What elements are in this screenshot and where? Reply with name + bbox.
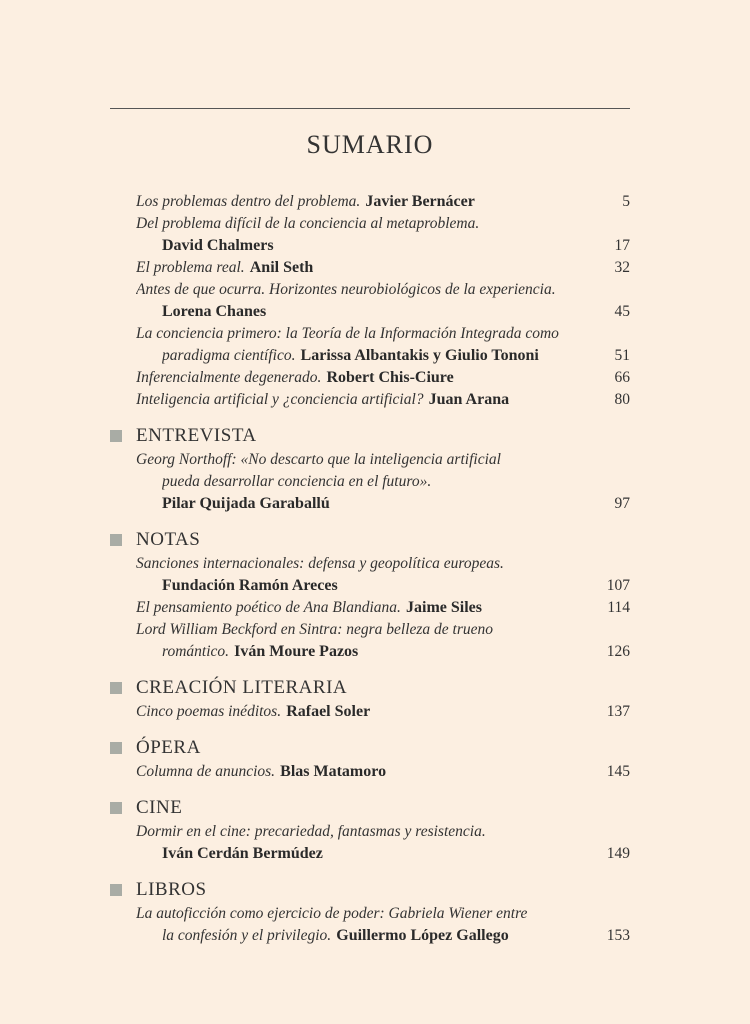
article-title: Lord William Beckford en Sintra: negra belleza de trueno xyxy=(136,621,494,638)
toc-line-text xyxy=(136,448,590,471)
section-square-icon xyxy=(110,534,122,546)
toc-line xyxy=(136,574,630,596)
article-title: Antes de que ocurra. Horizontes neurobiológicos de la experiencia. xyxy=(136,281,556,298)
top-rule xyxy=(110,108,630,109)
toc-line-text xyxy=(162,842,590,865)
article-title: El problema real. xyxy=(136,259,245,276)
toc-entry xyxy=(110,596,630,618)
page-number: 97 xyxy=(614,495,630,512)
article-author: Javier Bernácer xyxy=(365,193,475,210)
page-number: 80 xyxy=(614,391,630,408)
table-of-contents xyxy=(110,190,630,960)
toc-line xyxy=(136,234,630,256)
article-title: El pensamiento poético de Ana Blandiana. xyxy=(136,599,401,616)
article-author: Pilar Quijada Garaballú xyxy=(162,495,330,512)
toc-line-text xyxy=(136,552,590,575)
section-heading xyxy=(110,676,630,700)
article-title: Columna de anuncios. xyxy=(136,763,276,780)
toc-line-text xyxy=(136,322,590,345)
toc-entry xyxy=(110,760,630,782)
toc-line-text xyxy=(136,366,590,389)
section-square-icon xyxy=(110,802,122,814)
article-author: Anil Seth xyxy=(249,259,314,276)
toc-entry xyxy=(110,256,630,278)
toc-section xyxy=(110,796,630,864)
article-author: Larissa Albantakis y Giulio Tononi xyxy=(300,347,539,364)
toc-line xyxy=(136,470,630,492)
article-author: Guillermo López Gallego xyxy=(336,927,509,944)
toc-line xyxy=(136,388,630,410)
toc-line-text xyxy=(136,388,590,411)
toc-entry xyxy=(110,388,630,410)
section-label: ENTREVISTA xyxy=(136,425,257,446)
page-number: 5 xyxy=(622,193,630,210)
article-title: Del problema difícil de la conciencia al metaproblema. xyxy=(136,215,480,232)
page-number: 114 xyxy=(607,599,630,616)
section-square-icon xyxy=(110,742,122,754)
page-number: 126 xyxy=(606,643,630,660)
toc-entry xyxy=(110,618,630,662)
article-author: Lorena Chanes xyxy=(162,303,267,320)
toc-line xyxy=(136,212,630,234)
toc-line xyxy=(136,618,630,640)
page-number: 32 xyxy=(614,259,630,276)
toc-line xyxy=(136,842,630,864)
article-title: pueda desarrollar conciencia en el futuro». xyxy=(162,473,432,490)
toc-line xyxy=(136,448,630,470)
toc-section xyxy=(110,676,630,722)
toc-line xyxy=(136,552,630,574)
page-number: 51 xyxy=(614,347,630,364)
toc-line-text xyxy=(136,700,590,723)
toc-line xyxy=(136,190,630,212)
toc-line-text xyxy=(162,470,590,493)
toc-section xyxy=(110,878,630,946)
page-number: 45 xyxy=(614,303,630,320)
article-title: La conciencia primero: la Teoría de la Información Integrada como xyxy=(136,325,559,342)
article-author: Rafael Soler xyxy=(286,703,371,720)
toc-section xyxy=(110,528,630,662)
article-author: Jaime Siles xyxy=(406,599,482,616)
article-author: Iván Cerdán Bermúdez xyxy=(162,845,323,862)
toc-line-text xyxy=(136,618,590,641)
intro-section xyxy=(110,190,630,410)
toc-section xyxy=(110,424,630,514)
toc-line xyxy=(136,256,630,278)
page-number: 149 xyxy=(606,845,630,862)
page-title: SUMARIO xyxy=(306,130,434,159)
toc-line xyxy=(136,640,630,662)
article-title: paradigma científico. xyxy=(162,347,296,364)
toc-section xyxy=(110,736,630,782)
toc-line xyxy=(136,300,630,322)
article-title: La autoficción como ejercicio de poder: Gabriela Wiener entre xyxy=(136,905,528,922)
toc-line xyxy=(136,760,630,782)
toc-line-text xyxy=(162,574,590,597)
section-heading xyxy=(110,878,630,902)
toc-line-text xyxy=(136,278,590,301)
toc-entry xyxy=(110,700,630,722)
toc-entry xyxy=(110,278,630,322)
section-label: LIBROS xyxy=(136,879,207,900)
sections-container xyxy=(110,424,630,946)
toc-entry xyxy=(110,190,630,212)
article-author: Fundación Ramón Areces xyxy=(162,577,338,594)
section-heading xyxy=(110,528,630,552)
toc-line-text xyxy=(162,344,590,367)
toc-line-text xyxy=(136,212,590,235)
article-title: Inferencialmente degenerado. xyxy=(136,369,322,386)
toc-line-text xyxy=(162,640,590,663)
section-heading xyxy=(110,736,630,760)
section-square-icon xyxy=(110,430,122,442)
article-author: Iván Moure Pazos xyxy=(234,643,359,660)
page-number: 145 xyxy=(606,763,630,780)
toc-entry xyxy=(110,902,630,946)
article-author: David Chalmers xyxy=(162,237,274,254)
page-number: 66 xyxy=(614,369,630,386)
section-square-icon xyxy=(110,682,122,694)
toc-line-text xyxy=(136,596,590,619)
section-label: ÓPERA xyxy=(136,737,201,758)
toc-line xyxy=(136,902,630,924)
article-title: Cinco poemas inéditos. xyxy=(136,703,282,720)
article-title: Dormir en el cine: precariedad, fantasmas y resistencia. xyxy=(136,823,486,840)
toc-line xyxy=(136,596,630,618)
toc-line xyxy=(136,344,630,366)
toc-line xyxy=(136,278,630,300)
section-square-icon xyxy=(110,884,122,896)
article-author: Juan Arana xyxy=(428,391,510,408)
toc-line xyxy=(136,366,630,388)
page-number: 153 xyxy=(606,927,630,944)
toc-entry xyxy=(110,448,630,514)
article-title: romántico. xyxy=(162,643,230,660)
toc-line-text xyxy=(162,234,590,257)
toc-entry xyxy=(110,322,630,366)
page-number: 137 xyxy=(606,703,630,720)
article-title: la confesión y el privilegio. xyxy=(162,927,332,944)
section-label: NOTAS xyxy=(136,529,201,550)
toc-line-text xyxy=(136,820,590,843)
toc-line-text xyxy=(136,902,590,925)
toc-line-text xyxy=(162,924,590,947)
toc-entry xyxy=(110,552,630,596)
toc-line xyxy=(136,820,630,842)
toc-line xyxy=(136,700,630,722)
toc-line-text xyxy=(162,300,590,323)
page-number: 17 xyxy=(614,237,630,254)
toc-line-text xyxy=(136,256,590,279)
toc-line xyxy=(136,492,630,514)
article-author: Robert Chis-Ciure xyxy=(326,369,454,386)
toc-line xyxy=(136,924,630,946)
section-heading xyxy=(110,796,630,820)
section-heading xyxy=(110,424,630,448)
article-title: Los problemas dentro del problema. xyxy=(136,193,361,210)
toc-line xyxy=(136,322,630,344)
article-title: Inteligencia artificial y ¿conciencia artificial? xyxy=(136,391,424,408)
toc-entry xyxy=(110,820,630,864)
toc-entry xyxy=(110,212,630,256)
article-title: Sanciones internacionales: defensa y geopolítica europeas. xyxy=(136,555,504,572)
article-author: Blas Matamoro xyxy=(280,763,387,780)
toc-entry xyxy=(110,366,630,388)
section-label: CREACIÓN LITERARIA xyxy=(136,677,348,698)
article-title: Georg Northoff: «No descarto que la inteligencia artificial xyxy=(136,451,501,468)
toc-line-text xyxy=(136,190,590,213)
page-number: 107 xyxy=(606,577,630,594)
section-label: CINE xyxy=(136,797,183,818)
toc-line-text xyxy=(136,760,590,783)
toc-line-text xyxy=(162,492,590,515)
